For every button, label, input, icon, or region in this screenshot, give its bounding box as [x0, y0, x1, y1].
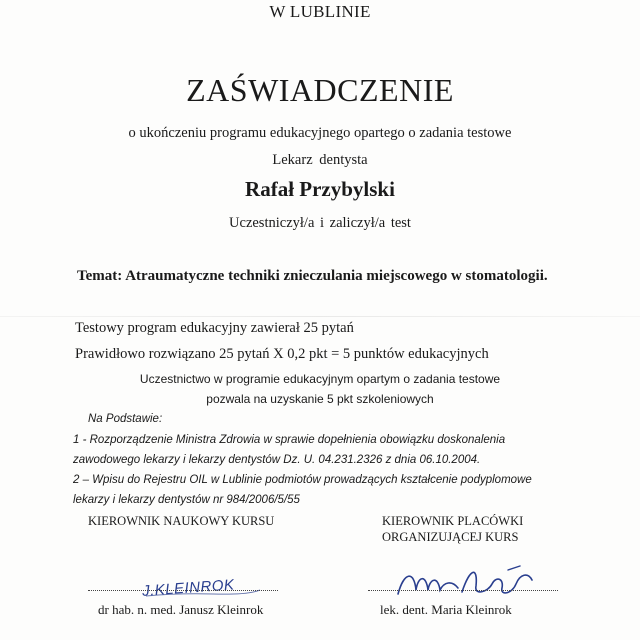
participation-line-2: pozwala na uzyskanie 5 pkt szkoleniowych [206, 392, 434, 406]
scientific-director-name: dr hab. n. med. Janusz Kleinrok [98, 602, 264, 617]
legal-basis-item-1-line-2: zawodowego lekarzy i lekarzy dentystów Dz. U. 04.231.2326 z dnia 06.10.2004. [73, 454, 481, 466]
scientific-director-signature [138, 572, 268, 602]
course-topic: Temat: Atraumatyczne techniki znieczulania miejscowego w stomatologii. [77, 268, 548, 284]
facility-director-signature [392, 562, 542, 604]
legal-basis-item-2-line-2: lekarzy i lekarzy dentystów nr 984/2006/5/55 [73, 494, 300, 506]
recipient-name: Rafał Przybylski [245, 177, 395, 201]
legal-basis-item-2-line-1: 2 – Wpisu do Rejestru OIL w Lublinie podmiotów prowadzących kształcenie podyplomowe [73, 474, 532, 486]
completion-statement: Uczestniczył/a i zaliczył/a test [229, 215, 411, 231]
scientific-director-role: KIEROWNIK NAUKOWY KURSU [88, 514, 275, 528]
legal-basis-heading: Na Podstawie: [88, 413, 163, 425]
facility-director-name: lek. dent. Maria Kleinrok [380, 602, 512, 617]
points-calculation: Prawidłowo rozwiązano 25 pytań X 0,2 pkt = 5 punktów edukacyjnych [75, 346, 489, 362]
scientific-director-signature-line [88, 590, 278, 591]
profession: Lekarz dentysta [272, 152, 368, 168]
scan-fold-line [0, 316, 640, 317]
legal-basis-item-1-line-1: 1 - Rozporządzenie Ministra Zdrowia w sprawie dopełnienia obowiązku doskonalenia [73, 434, 506, 446]
certificate-subtitle: o ukończeniu programu edukacyjnego opartego o zadania testowe [128, 125, 512, 141]
facility-director-role-line-1: KIEROWNIK PLACÓWKI [382, 514, 524, 528]
facility-director-signature-line [368, 590, 558, 591]
participation-line-1: Uczestnictwo w programie edukacyjnym opartym o zadania testowe [139, 372, 501, 386]
facility-director-role-line-2: ORGANIZUJĄCEJ KURS [382, 530, 519, 544]
organization-name: W LUBLINIE [269, 2, 371, 21]
certificate-title: ZAŚWIADCZENIE [186, 72, 454, 108]
questions-total: Testowy program edukacyjny zawierał 25 pytań [75, 320, 354, 336]
signature-handwriting-text: J.KLEINROK [141, 576, 236, 600]
